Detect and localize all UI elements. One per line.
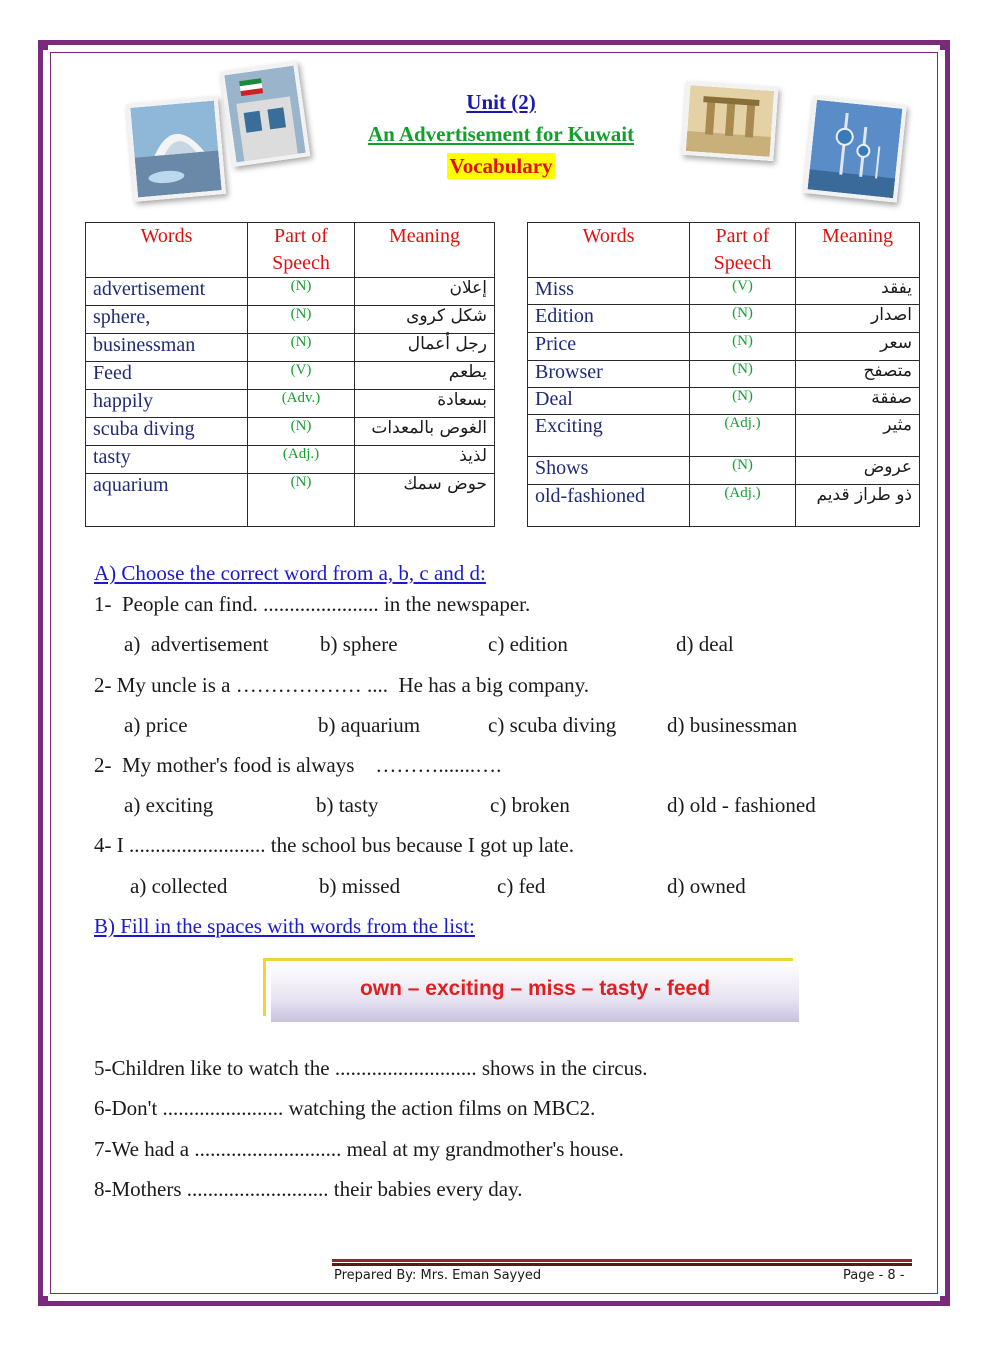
col-header-words: Words (86, 223, 248, 278)
part-of-speech: (Adv.) (248, 390, 355, 418)
arabic-meaning: عروض (796, 457, 920, 485)
section-a-heading: A) Choose the correct word from a, b, c and d: (94, 561, 486, 585)
part-of-speech: (N) (690, 305, 796, 333)
arabic-meaning: الغوص بالمعدات (355, 418, 495, 446)
sentence-6: 6-Don't ....................... watching the action films on MBC2. (94, 1096, 596, 1120)
part-of-speech: (N) (248, 278, 355, 306)
arabic-meaning: ذو طراز قديم (796, 485, 920, 527)
table-row (528, 388, 920, 415)
option-2c: c) scuba diving (488, 713, 617, 737)
option-4c: c) fed (497, 874, 546, 898)
frame-corner (940, 40, 950, 50)
lesson-title: An Advertisement for Kuwait (367, 122, 635, 146)
col-header-meaning: Meaning (355, 223, 495, 278)
table-row (528, 457, 920, 485)
vocab-table-left (85, 222, 495, 527)
part-of-speech: (Adj.) (690, 415, 796, 457)
option-3d: d) old - fashioned (667, 793, 816, 817)
arabic-meaning: يفقد (796, 278, 920, 305)
option-4d: d) owned (667, 874, 746, 898)
vocab-word: Edition (528, 305, 690, 333)
option-1b: b) sphere (320, 632, 398, 656)
word-list-box (263, 958, 799, 1022)
photo-building-fountain (126, 96, 226, 202)
arabic-meaning: لذيذ (355, 446, 495, 474)
vocab-word: aquarium (86, 474, 248, 527)
col-header-meaning: Meaning (796, 223, 920, 278)
table-row (86, 278, 495, 306)
part-of-speech: (N) (248, 474, 355, 527)
part-of-speech: (N) (690, 333, 796, 361)
table-row (528, 415, 920, 457)
option-4a: a) collected (130, 874, 228, 898)
arabic-meaning: اصدار (796, 305, 920, 333)
table-row (86, 362, 495, 390)
sentence-5: 5-Children like to watch the ........................... shows in the circus. (94, 1056, 648, 1080)
vocab-word: sphere, (86, 306, 248, 334)
vocab-word: Feed (86, 362, 248, 390)
table-row (86, 418, 495, 446)
vocab-word: Shows (528, 457, 690, 485)
arabic-meaning: إعلان (355, 278, 495, 306)
arabic-meaning: بسعادة (355, 390, 495, 418)
option-4b: b) missed (319, 874, 401, 898)
frame-corner (940, 1296, 950, 1306)
option-2d: d) businessman (667, 713, 798, 737)
part-of-speech: (V) (248, 362, 355, 390)
table-row (86, 474, 495, 527)
table-row (528, 333, 920, 361)
question-3: 2- My mother's food is always ……….......…. (94, 753, 502, 777)
vocab-word: Price (528, 333, 690, 361)
table-row (86, 306, 495, 334)
table-row (528, 485, 920, 527)
section-b-heading: B) Fill in the spaces with words from the list: (94, 914, 475, 938)
footer-author: Prepared By: Mrs. Eman Sayyed (334, 1268, 542, 1283)
table-row (528, 361, 920, 388)
vocab-word: businessman (86, 334, 248, 362)
vocab-word: Exciting (528, 415, 690, 457)
vocab-word: happily (86, 390, 248, 418)
question-1: 1- People can find. ...................... in the newspaper. (94, 592, 531, 616)
unit-title: Unit (2) (466, 90, 536, 114)
table-row (86, 390, 495, 418)
arabic-meaning: شكل كروى (355, 306, 495, 334)
option-2a: a) price (124, 713, 188, 737)
vocab-word: advertisement (86, 278, 248, 306)
frame-corner (38, 40, 48, 50)
col-header-part-of-speech: Part of Speech (690, 223, 796, 278)
option-1a: a) advertisement (124, 632, 269, 656)
photo-kuwait-towers (803, 95, 907, 202)
arabic-meaning: رجل أعمال (355, 334, 495, 362)
title-block (300, 86, 702, 182)
option-3b: b) tasty (316, 793, 379, 817)
option-3c: c) broken (490, 793, 570, 817)
col-header-words: Words (528, 223, 690, 278)
arabic-meaning: متصفح (796, 361, 920, 388)
part-of-speech: (N) (248, 418, 355, 446)
photo-building-flag (220, 61, 311, 167)
part-of-speech: (N) (690, 388, 796, 415)
arabic-meaning: صفقة (796, 388, 920, 415)
vocab-word: old-fashioned (528, 485, 690, 527)
part-of-speech: (N) (248, 334, 355, 362)
vocab-word: Browser (528, 361, 690, 388)
option-1d: d) deal (676, 632, 734, 656)
arabic-meaning: يطعم (355, 362, 495, 390)
sentence-8: 8-Mothers ........................... their babies every day. (94, 1177, 523, 1201)
footer-page-number: Page - 8 - (843, 1268, 905, 1283)
vocab-word: tasty (86, 446, 248, 474)
part-of-speech: (Adj.) (248, 446, 355, 474)
option-1c: c) edition (488, 632, 568, 656)
table-row (86, 334, 495, 362)
part-of-speech: (N) (690, 457, 796, 485)
table-row (528, 278, 920, 305)
table-row (528, 305, 920, 333)
arabic-meaning: سعر (796, 333, 920, 361)
table-row (86, 446, 495, 474)
part-of-speech: (Adj.) (690, 485, 796, 527)
question-4: 4- I .......................... the school bus because I got up late. (94, 833, 574, 857)
footer-divider (332, 1259, 912, 1266)
vocabulary-heading: Vocabulary (449, 154, 553, 178)
vocab-table-right (527, 222, 920, 527)
vocab-word: Miss (528, 278, 690, 305)
option-3a: a) exciting (124, 793, 214, 817)
word-list: own – exciting – miss – tasty - feed (359, 977, 711, 1000)
option-2b: b) aquarium (318, 713, 421, 737)
vocab-word: Deal (528, 388, 690, 415)
vocab-word: scuba diving (86, 418, 248, 446)
sentence-7: 7-We had a ............................ meal at my grandmother's house. (94, 1137, 624, 1161)
arabic-meaning: حوض سمك (355, 474, 495, 527)
part-of-speech: (V) (690, 278, 796, 305)
part-of-speech: (N) (248, 306, 355, 334)
col-header-part-of-speech: Part of Speech (248, 223, 355, 278)
arabic-meaning: مثير (796, 415, 920, 457)
frame-corner (38, 1296, 48, 1306)
part-of-speech: (N) (690, 361, 796, 388)
question-2: 2- My uncle is a ……………… .... He has a big company. (94, 673, 589, 697)
